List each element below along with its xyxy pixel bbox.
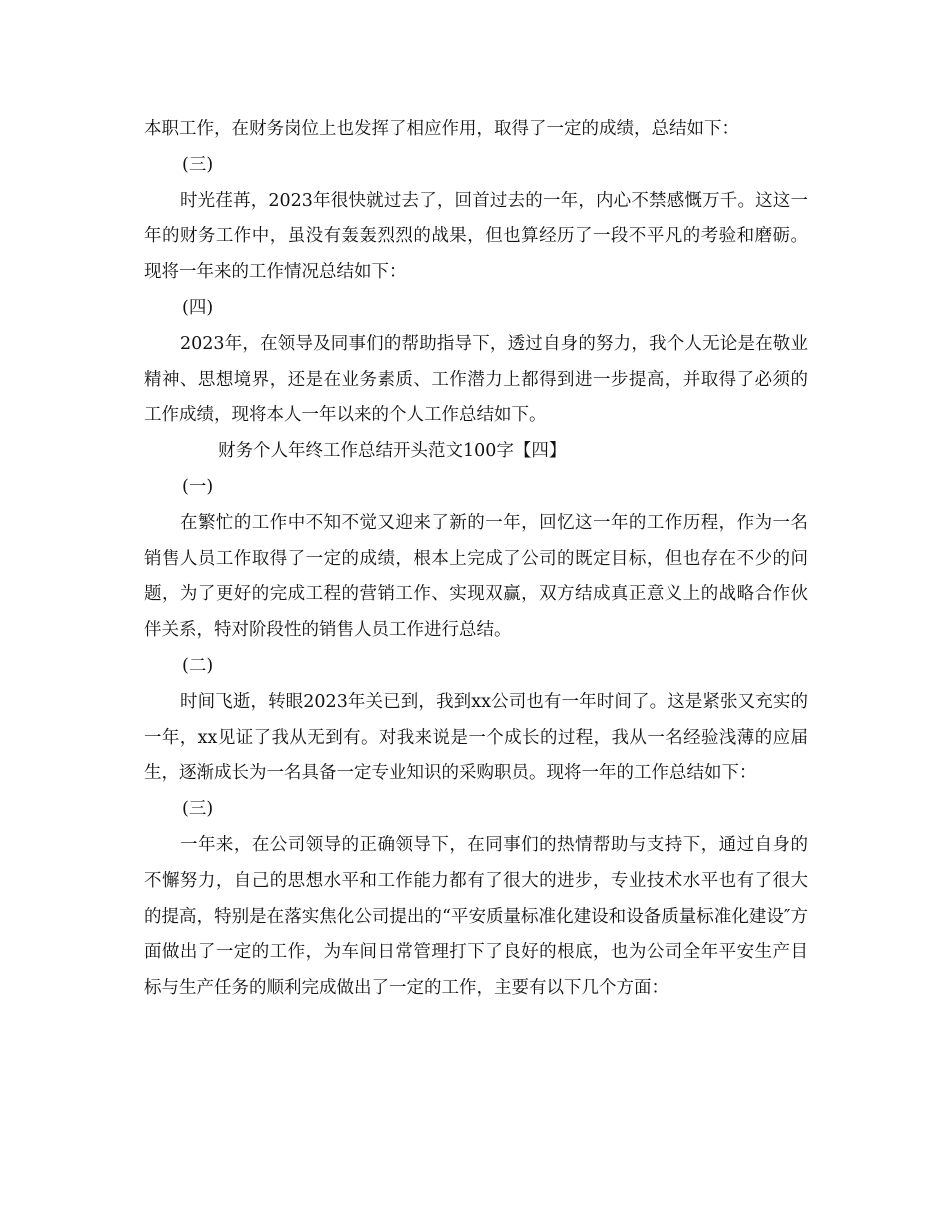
paragraph: 2023年，在领导及同事们的帮助指导下，透过自身的努力，我个人无论是在敬业精神、思想境界，还是在业务素质、工作潜力上都得到进一步提高，并取得了必须的工作成绩，现将本人一年以来的个人工作总结如下。 bbox=[144, 333, 808, 426]
section-label: (三) bbox=[182, 154, 214, 175]
section-label: (二) bbox=[182, 655, 214, 676]
section-label: (三) bbox=[182, 799, 214, 820]
section-label: (一) bbox=[182, 476, 214, 497]
paragraph: 时光荏苒，2023年很快就过去了，回首过去的一年，内心不禁感慨万千。这这一年的财务工作中，虽没有轰轰烈烈的战果，但也算经历了一段不平凡的考验和磨砺。现将一年来的工作情况总结如下： bbox=[144, 190, 808, 283]
section-label: (四) bbox=[182, 297, 214, 318]
paragraph: 一年来，在公司领导的正确领导下，在同事们的热情帮助与支持下，通过自身的不懈努力，自己的思想水平和工作能力都有了很大的进步，专业技术水平也有了很大的提高，特别是在落实焦化公司提出的“平安质量标准化建设和设备质量标准化建设″方面做出了一定的工作，为车间日常管理打下了良好的根底，也为公司全年平安生产目标与生产任务的顺利完成做出了一定的工作，主要有以下几个方面： bbox=[144, 834, 808, 999]
paragraph-continuation: 本职工作，在财务岗位上也发挥了相应作用，取得了一定的成绩，总结如下： bbox=[144, 119, 739, 139]
section-heading: 财务个人年终工作总结开头范文100字【四】 bbox=[218, 441, 567, 462]
paragraph: 时间飞逝，转眼2023年关已到，我到xx公司也有一年时间了。这是紧张又充实的一年，xx见证了我从无到有。对我来说是一个成长的过程，我从一名经验浅薄的应届生，逐渐成长为一名具备一定专业知识的采购职员。现将一年的工作总结如下： bbox=[144, 691, 808, 784]
paragraph: 在繁忙的工作中不知不觉又迎来了新的一年，回忆这一年的工作历程，作为一名销售人员工作取得了一定的成绩，根本上完成了公司的既定目标，但也存在不少的问题，为了更好的完成工程的营销工作、实现双赢，双方结成真正意义上的战略合作伙伴关系，特对阶段性的销售人员工作进行总结。 bbox=[144, 512, 808, 641]
document-body bbox=[144, 112, 808, 1007]
